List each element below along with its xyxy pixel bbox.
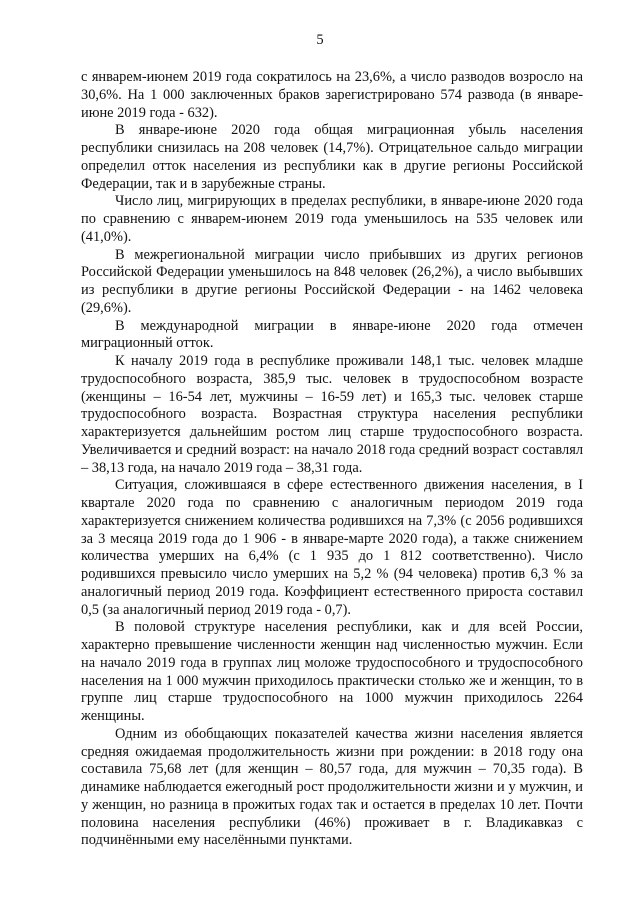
paragraph-migration-loss: В январе-июне 2020 года общая миграционная убыль населения республики снизилась на 208 человек (14,7%). Отрицательное сальдо миграции определил отток населения из республики как в другие регионы Российской Федерации, так и в зарубежные страны.	[81, 122, 583, 192]
paragraph-marriage-divorce: с январем-июнем 2019 года сократилось на 23,6%, а число разводов возросло на 30,6%. На 1 000 заключенных браков зарегистрировано 574 развода (в январе-июне 2019 года - 632).	[81, 69, 583, 121]
paragraph-international-migration: В международной миграции в январе-июне 2020 года отмечен миграционный отток.	[81, 317, 583, 352]
page-number: 5	[316, 32, 324, 48]
paragraph-natural-movement: Ситуация, сложившаяся в сфере естественного движения населения, в I квартале 2020 года по сравнению с аналогичным периодом 2019 года характеризуется снижением количества родившихся на 7,3% (с 2056 родившихся за 3 месяца 2019 года до 1 906 - в январе-марте 2020 года), а также снижением количества умерших на 6,4% (с 1 935 до 1 812 соответственно). Число родившихся превысило число умерших на 5,2 % (94 человека) против 6,3 % за аналогичный период 2019 года. Коэффициент естественного прироста составил 0,5 (за аналогичный период 2019 года - 0,7).	[81, 477, 583, 618]
paragraph-life-expectancy: Одним из обобщающих показателей качества жизни населения является средняя ожидаемая продолжительность жизни при рождении: в 2018 году она составила 75,68 лет (для женщин – 80,57 года, для мужчин – 70,35 года). В динамике наблюдается ежегодный рост продолжительности жизни и у мужчин, и у женщин, но разница в прожитых годах так и остается в пределах 10 лет. Почти половина населения республики (46%) проживает в г. Владикавказ с подчинёнными ему населёнными пунктами.	[81, 725, 583, 849]
paragraph-internal-migration: Число лиц, мигрирующих в пределах республики, в январе-июне 2020 года по сравнению с январем-июнем 2019 года уменьшилось на 535 человек или (41,0%).	[81, 193, 583, 245]
paragraph-age-structure: К началу 2019 года в республике проживали 148,1 тыс. человек младше трудоспособного возраста, 385,9 тыс. человек в трудоспособном возрасте (женщины – 16-54 лет, мужчины – 16-59 лет) и 165,3 тыс. человек старше трудоспособного возраста. Возрастная структура населения республики характеризуется дальнейшим ростом лиц старше трудоспособного возраста. Увеличивается и средний возраст: на начало 2018 года средний возраст составлял – 38,13 года, на начало 2019 года – 38,31 года.	[81, 353, 583, 476]
document-body	[81, 69, 583, 850]
paragraph-sex-structure: В половой структуре населения республики, как и для всей России, характерно превышение численности женщин над численностью мужчин. Если на начало 2019 года в группах лиц моложе трудоспособного и трудоспособного населения на 1 000 мужчин приходилось практически столько же и женщин, то в группе лиц старше трудоспособного на 1000 мужчин приходилось 2264 женщины.	[81, 619, 583, 724]
paragraph-interregional-migration: В межрегиональной миграции число прибывших из других регионов Российской Федерации уменьшилось на 848 человек (26,2%), а число выбывших из республики в другие регионы Российской Федерации - на 1462 человека (29,6%).	[81, 246, 583, 316]
